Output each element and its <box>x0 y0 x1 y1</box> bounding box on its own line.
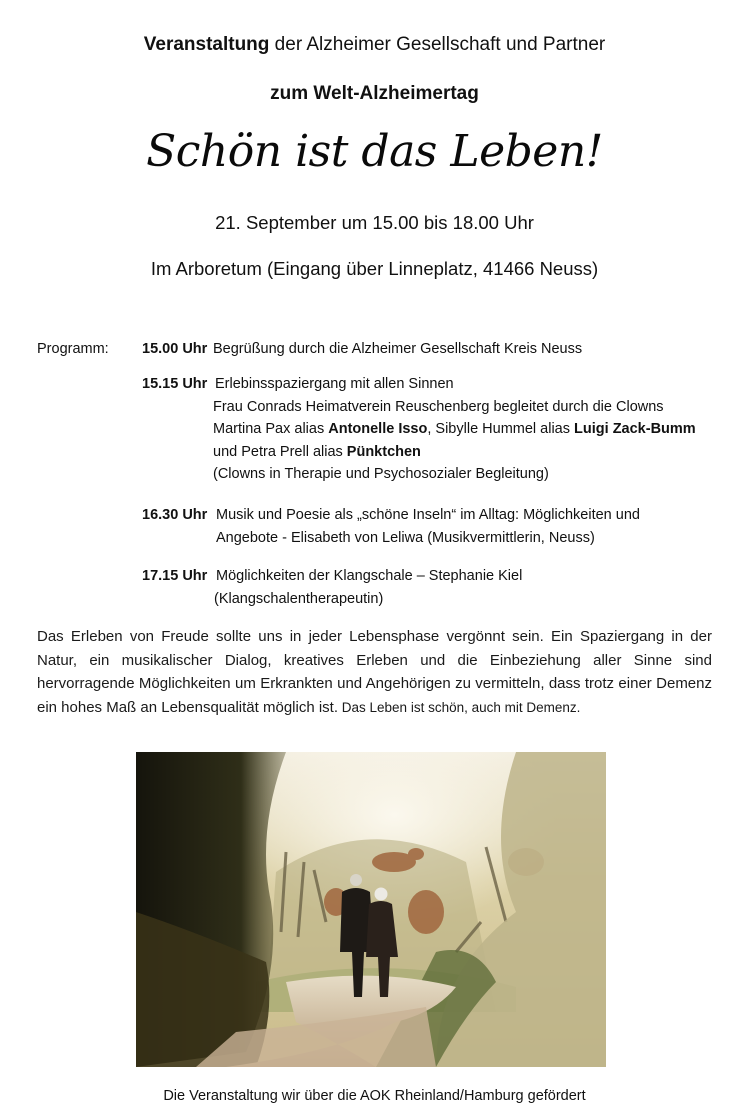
photo-illustration <box>136 752 606 1067</box>
program-time: 17.15 Uhr <box>142 568 208 584</box>
organizer-rest: der Alzheimer Gesellschaft und Partner <box>269 34 606 55</box>
description-line: (Klangschalentherapeutin) <box>214 590 384 607</box>
program-description <box>216 504 640 549</box>
body-tail-text: Das Leben ist schön, auch mit Demenz. <box>338 699 581 715</box>
clown-name: Pünktchen <box>346 443 421 460</box>
photo-couple-walking <box>136 752 606 1067</box>
program-label: Programm: <box>37 341 109 357</box>
description-line: Möglichkeiten der Klangschale – Stephanie Kiel <box>216 568 523 584</box>
description-line: (Clowns in Therapie und Psychosozialer Begleitung) <box>213 466 549 482</box>
description-line <box>213 418 696 441</box>
organizer-bold: Veranstaltung <box>143 34 270 55</box>
text: Martina Pax alias <box>213 421 329 437</box>
event-title: Schön ist das Leben! <box>146 126 603 177</box>
occasion-line: zum Welt-Alzheimertag <box>270 83 479 104</box>
event-location: Im Arboretum (Eingang über Linneplatz, 41466 Neuss) <box>150 258 599 279</box>
program-description <box>216 565 522 610</box>
text: , Sibylle Hummel alias <box>427 421 575 437</box>
program-time: 15.00 Uhr <box>142 341 208 357</box>
description-line: Angebote - Elisabeth von Leliwa (Musikvermittlerin, Neuss) <box>216 529 595 546</box>
program-description <box>213 338 582 361</box>
organizer-line <box>0 34 749 56</box>
program-time: 16.30 Uhr <box>142 507 208 523</box>
body-paragraph <box>37 625 712 719</box>
description-line <box>213 441 696 464</box>
description-line: Musik und Poesie als „schöne Inseln“ im Alltag: Möglichkeiten und <box>216 507 640 523</box>
clown-name: Luigi Zack-Bumm <box>574 421 696 437</box>
program-time: 15.15 Uhr <box>142 376 208 392</box>
clown-name: Antonelle Isso <box>328 421 428 437</box>
description-line: Erlebinsspaziergang mit allen Sinnen <box>215 376 454 392</box>
body-main-text: Das Erleben von Freude sollte uns in jeder Lebensphase vergönnt sein. Ein Spaziergang in der Natur, ein musikalischer Dialog, kreatives Erleben und die Einbeziehung aller Sinne sind hervorragende Möglichkeiten um Erkrankten und Angehörigen zu vermitteln, dass trotz einer Demenz ein hohes Maß an Lebensqualität möglich ist. <box>37 628 712 716</box>
sponsor-caption: Die Veranstaltung wir über die AOK Rheinland/Hamburg gefördert <box>163 1088 586 1104</box>
program-description <box>215 373 696 486</box>
event-date: 21. September um 15.00 bis 18.00 Uhr <box>215 212 534 233</box>
description-line: Begrüßung durch die Alzheimer Gesellschaft Kreis Neuss <box>213 341 583 357</box>
text: und Petra Prell alias <box>213 443 347 460</box>
description-line: Frau Conrads Heimatverein Reuschenberg begleitet durch die Clowns <box>213 398 664 415</box>
